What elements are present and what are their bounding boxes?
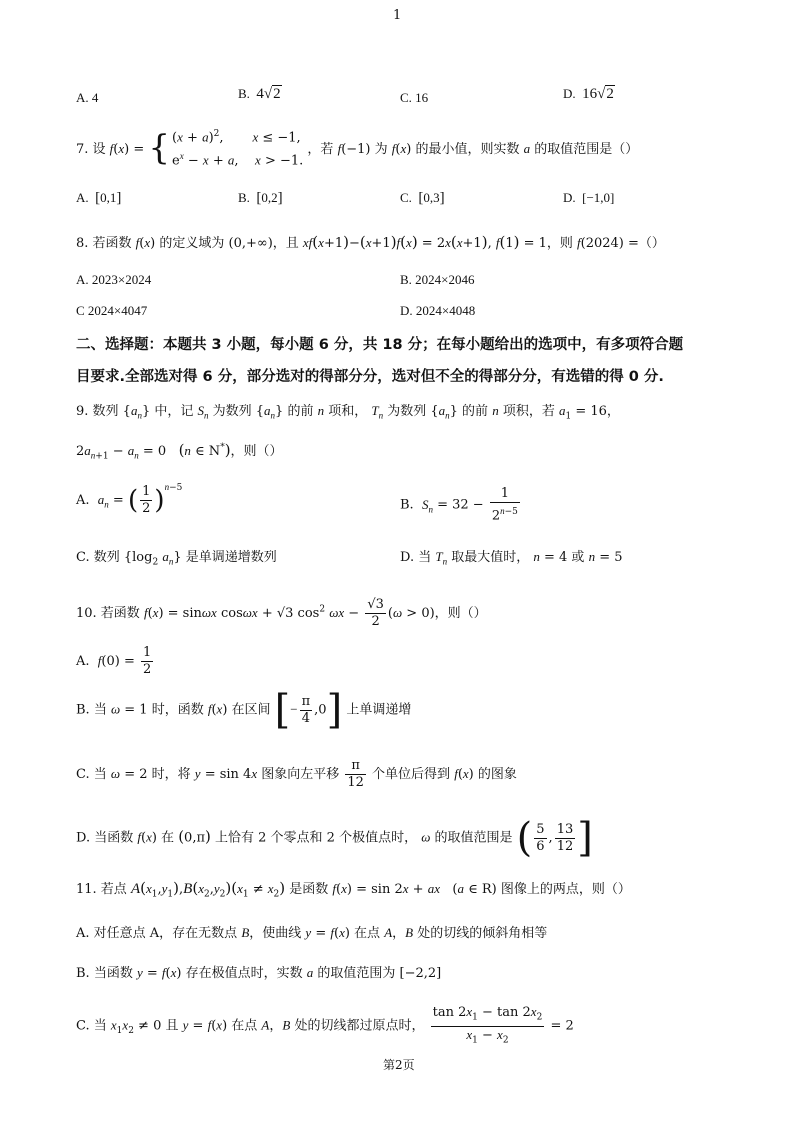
question-7: 7. 设 f(x) = { $(x + a)^2$, x ≤ −1, $e^x - x + a$, x > −1. ，若 f(−1) 为 f(x) 的最小值，则实数 a 的取值范围是（） — [76, 125, 638, 171]
q10-option-d: D. 当函数 f(x) 在 (0,π) 上恰有 2 个零点和 2 个极值点时， ω 的取值范围是 ( $\frac{5}{6}$ , $\frac{13}{12}$ ] — [76, 815, 593, 861]
q10-option-a: A. f(0) = $\frac{1}{2}$ — [76, 645, 152, 677]
question-11: 11. 若点 $A(x_1,y_1),B(x_2,y_2)(x_1 \ne x_2)$ 是函数 f(x) = sin 2x + ax (a ∈ R) 图像上的两点，则（） — [76, 879, 631, 900]
q8-option-d: D. 2024×4048 — [400, 303, 476, 318]
question-9-line2: $2a_{n+1} - a_n = 0$ (n ∈ N*)，则（） — [76, 441, 283, 462]
q11-option-b: B. 当函数 y = f(x) 存在极值点时，实数 a 的取值范围为 [−2,2] — [76, 965, 442, 981]
q7-option-a: A. [0,1] — [76, 190, 122, 206]
q8-option-c: C 2024×4047 — [76, 303, 148, 318]
question-8: 8. 若函数 f(x) 的定义域为 (0,+∞)，且 xf(x+1)−(x+1)f(x) = 2x(x+1), f(1) = 1，则 f(2024) =（） — [76, 233, 665, 251]
q7-option-c: C. [0,3] — [400, 190, 445, 206]
q8-option-b: B. 2024×2046 — [400, 272, 475, 287]
q11-option-a: A. 对任意点 A，存在无数点 B，使曲线 y = f(x) 在点 A，B 处的切线的倾斜角相等 — [76, 925, 548, 941]
q11-option-c: C. 当 $x_1x_2 \ne 0$ 且 y = f(x) 在点 A，B 处的切线都过原点时， $\frac{\tan 2x_1 - \tan 2x_2}{x_1 - x_2}$ = 2 — [76, 1004, 574, 1046]
q6-option-c: C. 16 — [400, 90, 429, 105]
q9-option-b: B. $S_n = 32$ − $\frac{1}{2^{n-5}}$ — [400, 486, 518, 524]
q9-option-d: D. 当 $T_n$ 取最大值时， n = 4 或 n = 5 — [400, 549, 623, 567]
q7-option-d: D. [−1,0] — [563, 190, 615, 205]
q6-option-d: D. 16√2 — [563, 86, 614, 102]
question-10: 10. 若函数 f(x) = sinωx cosωx + √3 $\cos^2 \omega x$ − $\frac{√3}{2}$ (ω > 0)，则（） — [76, 597, 487, 629]
page-header-number: 1 — [393, 8, 402, 23]
q6-option-b: B. 4√2 — [238, 86, 281, 102]
q9-option-c: C. 数列 {$\log_2$ $a_n$} 是单调递增数列 — [76, 549, 277, 568]
q9-option-a: A. $a_n$ = ( $\frac{1}{2}$ )$^{n-5}$ — [76, 482, 183, 516]
q6-option-a: A. 4 — [76, 90, 99, 105]
q7-option-b: B. [0,2] — [238, 190, 283, 206]
q10-option-c: C. 当 ω = 2 时，将 y = sin 4x 图象向左平移 $\frac{\pi}{12}$ 个单位后得到 f(x) 的图象 — [76, 758, 517, 790]
question-9-line1: 9. 数列 $\{a_n\}$ 中，记 $S_n$ 为数列 $\{a_n\}$ 的前 n 项和， $T_n$ 为数列 $\{a_n\}$ 的前 n 项积，若 $a_1 = 16$， — [76, 403, 620, 422]
q10-option-b: B. 当 ω = 1 时，函数 f(x) 在区间 [− $\frac{\pi}{4}$ ,0] 上单调递增 — [76, 687, 412, 733]
q8-option-a: A. 2023×2024 — [76, 272, 152, 287]
section-2-heading-line1: 二、选择题：本题共 3 小题，每小题 6 分，共 18 分；在每小题给出的选项中，有多项符合题 — [76, 337, 684, 353]
q7-piecewise: { $(x + a)^2$, x ≤ −1, $e^x - x + a$, x > −1. — [148, 127, 304, 169]
page-footer: 第2页 — [383, 1058, 415, 1072]
section-2-heading-line2: 目要求.全部选对得 6 分，部分选对的得部分分，选对但不全的得部分分，有选错的得 0 分. — [76, 369, 664, 385]
